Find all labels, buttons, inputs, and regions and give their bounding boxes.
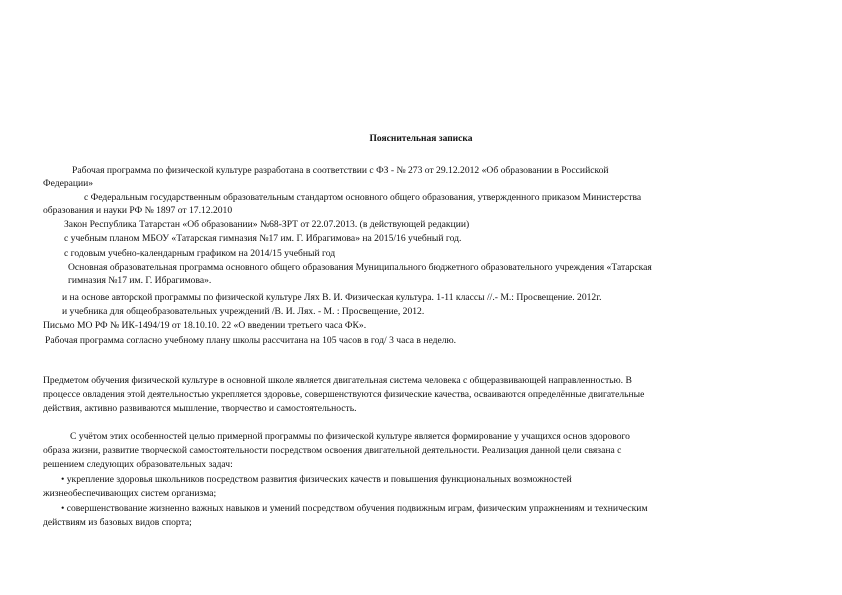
paragraph-fgos-line2: образования и науки РФ № 1897 от 17.12.2010 bbox=[43, 205, 233, 216]
paragraph-curriculum: с учебным планом МБОУ «Татарская гимназия №17 им. Г. Ибрагимова» на 2015/16 учебный год. bbox=[64, 233, 462, 244]
paragraph-law-273-line2: Федерации» bbox=[43, 178, 94, 189]
bullet-skills-line1: • совершенствование жизненно важных навыков и умений посредством обучения подвижным играм, физическим упражнениям и техническим bbox=[61, 503, 648, 514]
paragraph-fgos-line1: с Федеральным государственным образовательным стандартом основного общего образования, утвержденного приказом Министерства bbox=[84, 192, 642, 203]
bullet-health-line2: жизнеобеспечивающих систем организма; bbox=[43, 488, 217, 499]
paragraph-subject-line1: Предметом обучения физической культуре в основной школе является двигательная система человека с общеразвивающей направленностью. В bbox=[43, 375, 632, 386]
paragraph-goals-line3: решением следующих образовательных задач: bbox=[43, 459, 233, 470]
page-title: Пояснительная записка bbox=[369, 134, 473, 144]
paragraph-hours: Рабочая программа согласно учебному плану школы рассчитана на 105 часов в год/ 3 часа в неделю. bbox=[45, 335, 457, 346]
bullet-skills-line2: действиям из базовых видов спорта; bbox=[43, 517, 192, 528]
paragraph-main-program-line2: гимназия №17 им. Г. Ибрагимова». bbox=[68, 275, 212, 286]
paragraph-calendar: с годовым учебно-календарным графиком на 2014/15 учебный год bbox=[64, 248, 336, 259]
paragraph-letter: Письмо МО РФ № ИК-1494/19 от 18.10.10. 22 «О введении третьего часа ФК». bbox=[43, 320, 367, 331]
bullet-health-line1: • укрепление здоровья школьников посредством развития физических качеств и повышения функциональных возможностей bbox=[61, 474, 572, 485]
paragraph-subject-line3: действия, активно развиваются мышление, творчество и самостоятельность. bbox=[43, 403, 357, 414]
paragraph-goals-line1: С учётом этих особенностей целью примерной программы по физической культуре является формирование у учащихся основ здорового bbox=[70, 431, 630, 442]
paragraph-law-273-line1: Рабочая программа по физической культуре разработана в соответствии с ФЗ - № 273 от 29.12.2012 «Об образовании в Российской bbox=[72, 165, 609, 176]
paragraph-subject-line2: процессе овладения этой деятельностью укрепляется здоровье, совершенствуются физические качества, осваиваются определённые двигательные bbox=[43, 389, 645, 400]
paragraph-goals-line2: образа жизни, развитие творческой самостоятельности посредством освоения двигательной деятельности. Реализация данной цели связана с bbox=[43, 445, 622, 456]
paragraph-law-rt: Закон Республика Татарстан «Об образовании» №68-ЗРТ от 22.07.2013. (в действующей редакции) bbox=[64, 219, 470, 230]
paragraph-author-program: и на основе авторской программы по физической культуре Лях В. И. Физическая культура. 1-11 классы //.- М.: Просвещение. 2012г. bbox=[62, 292, 602, 303]
paragraph-textbook: и учебника для общеобразовательных учреждений /В. И. Лях. - М. : Просвещение, 2012. bbox=[62, 306, 425, 317]
paragraph-main-program-line1: Основная образовательная программа основного общего образования Муниципального бюджетного образовательного учреждения «Татарская bbox=[68, 262, 652, 273]
